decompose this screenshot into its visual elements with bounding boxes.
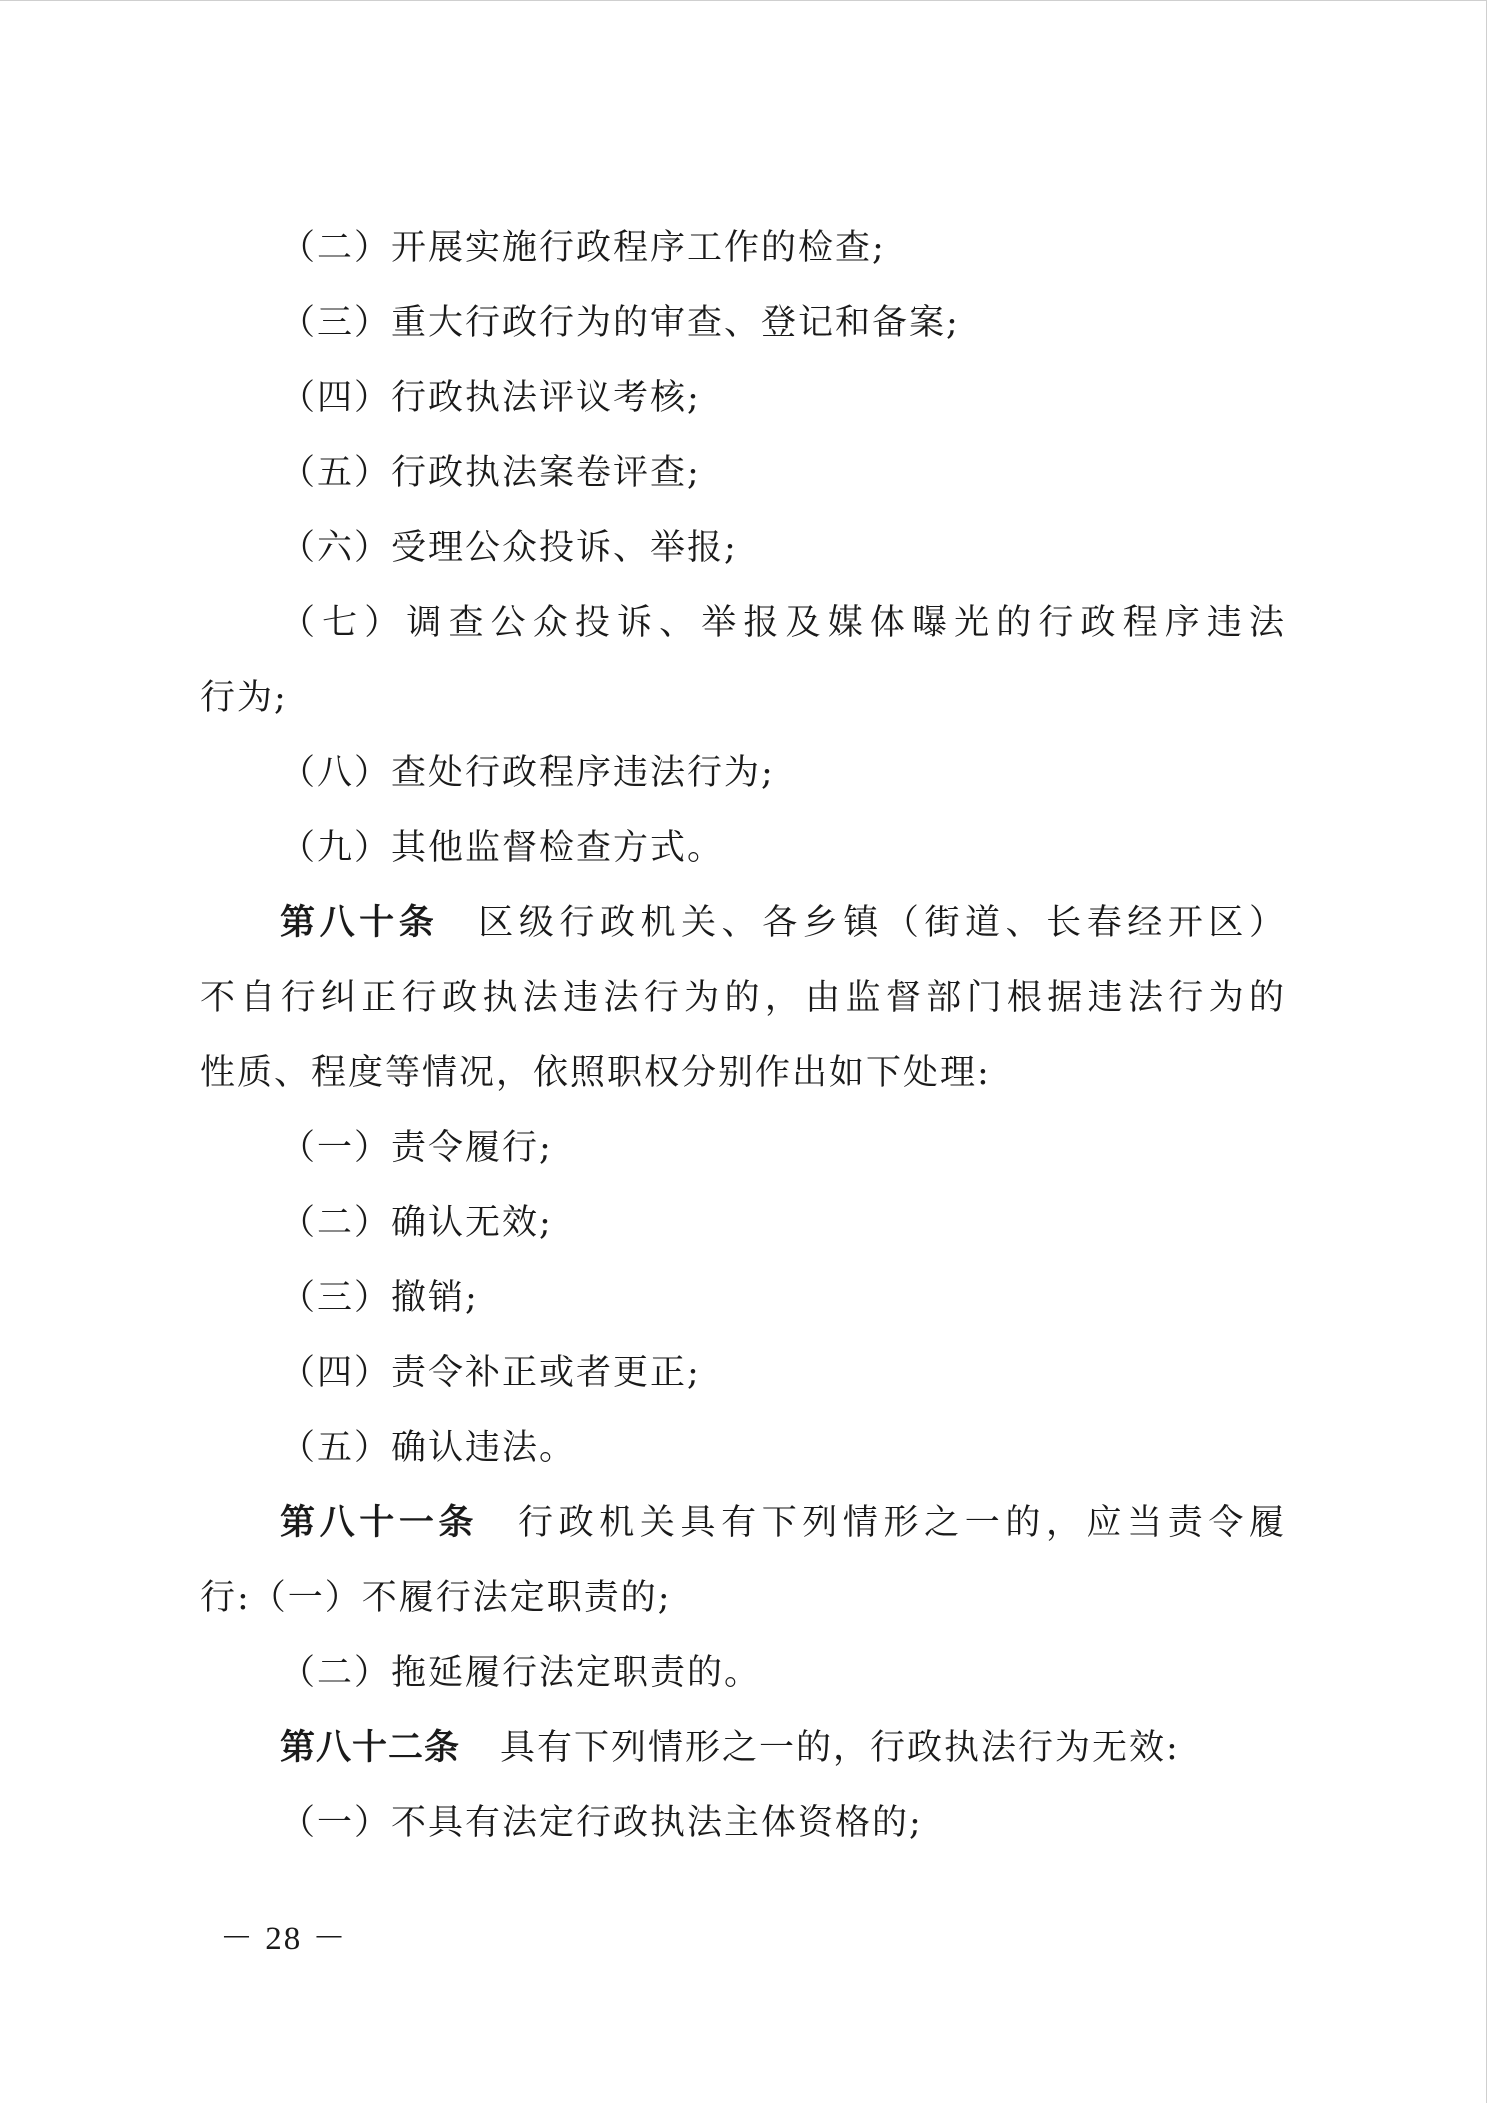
list-item: （二）开展实施行政程序工作的检查; xyxy=(280,228,886,268)
list-item: （四）责令补正或者更正; xyxy=(280,1353,701,1393)
paragraph-line: 不自行纠正行政执法违法行为的，由监督部门根据违法行为的 xyxy=(200,978,1286,1018)
list-item: （九）其他监督检查方式。 xyxy=(280,828,725,868)
list-item: （三）重大行政行为的审查、登记和备案; xyxy=(280,303,960,343)
list-item: （五）确认违法。 xyxy=(280,1428,577,1468)
list-item: （五）行政执法案卷评查; xyxy=(280,453,701,493)
page-number: － 28 － xyxy=(220,1921,348,1957)
list-item: （一）不具有法定行政执法主体资格的; xyxy=(280,1803,923,1843)
article-heading-line xyxy=(280,893,1286,953)
list-item: （八）查处行政程序违法行为; xyxy=(280,753,775,793)
list-item: （六）受理公众投诉、举报; xyxy=(280,528,738,568)
list-item: （二）确认无效; xyxy=(280,1203,553,1243)
paragraph-line: 性质、程度等情况，依照职权分别作出如下处理: xyxy=(200,1053,991,1093)
article-text: 具有下列情形之一的，行政执法行为无效: xyxy=(500,1728,1180,1768)
article-number: 第八十二条 xyxy=(280,1728,461,1768)
list-item: （二）拖延履行法定职责的。 xyxy=(280,1653,762,1693)
article-heading-line xyxy=(280,1493,1286,1553)
list-item: （四）行政执法评议考核; xyxy=(280,378,701,418)
list-item: （七）调查公众投诉、举报及媒体曝光的行政程序违法 xyxy=(280,603,1286,643)
article-number: 第八十一条 xyxy=(280,1503,479,1543)
article-text: 行政机关具有下列情形之一的，应当责令履 xyxy=(518,1503,1286,1543)
article-heading-line xyxy=(280,1718,1180,1778)
article-text: 区级行政机关、各乡镇（街道、长春经开区） xyxy=(478,903,1286,943)
paragraph-line: 行为; xyxy=(200,678,288,718)
article-number: 第八十条 xyxy=(280,903,439,943)
list-item: （三）撤销; xyxy=(280,1278,479,1318)
list-item: （一）责令履行; xyxy=(280,1128,553,1168)
paragraph-line: 行:（一）不履行法定职责的; xyxy=(200,1578,672,1618)
